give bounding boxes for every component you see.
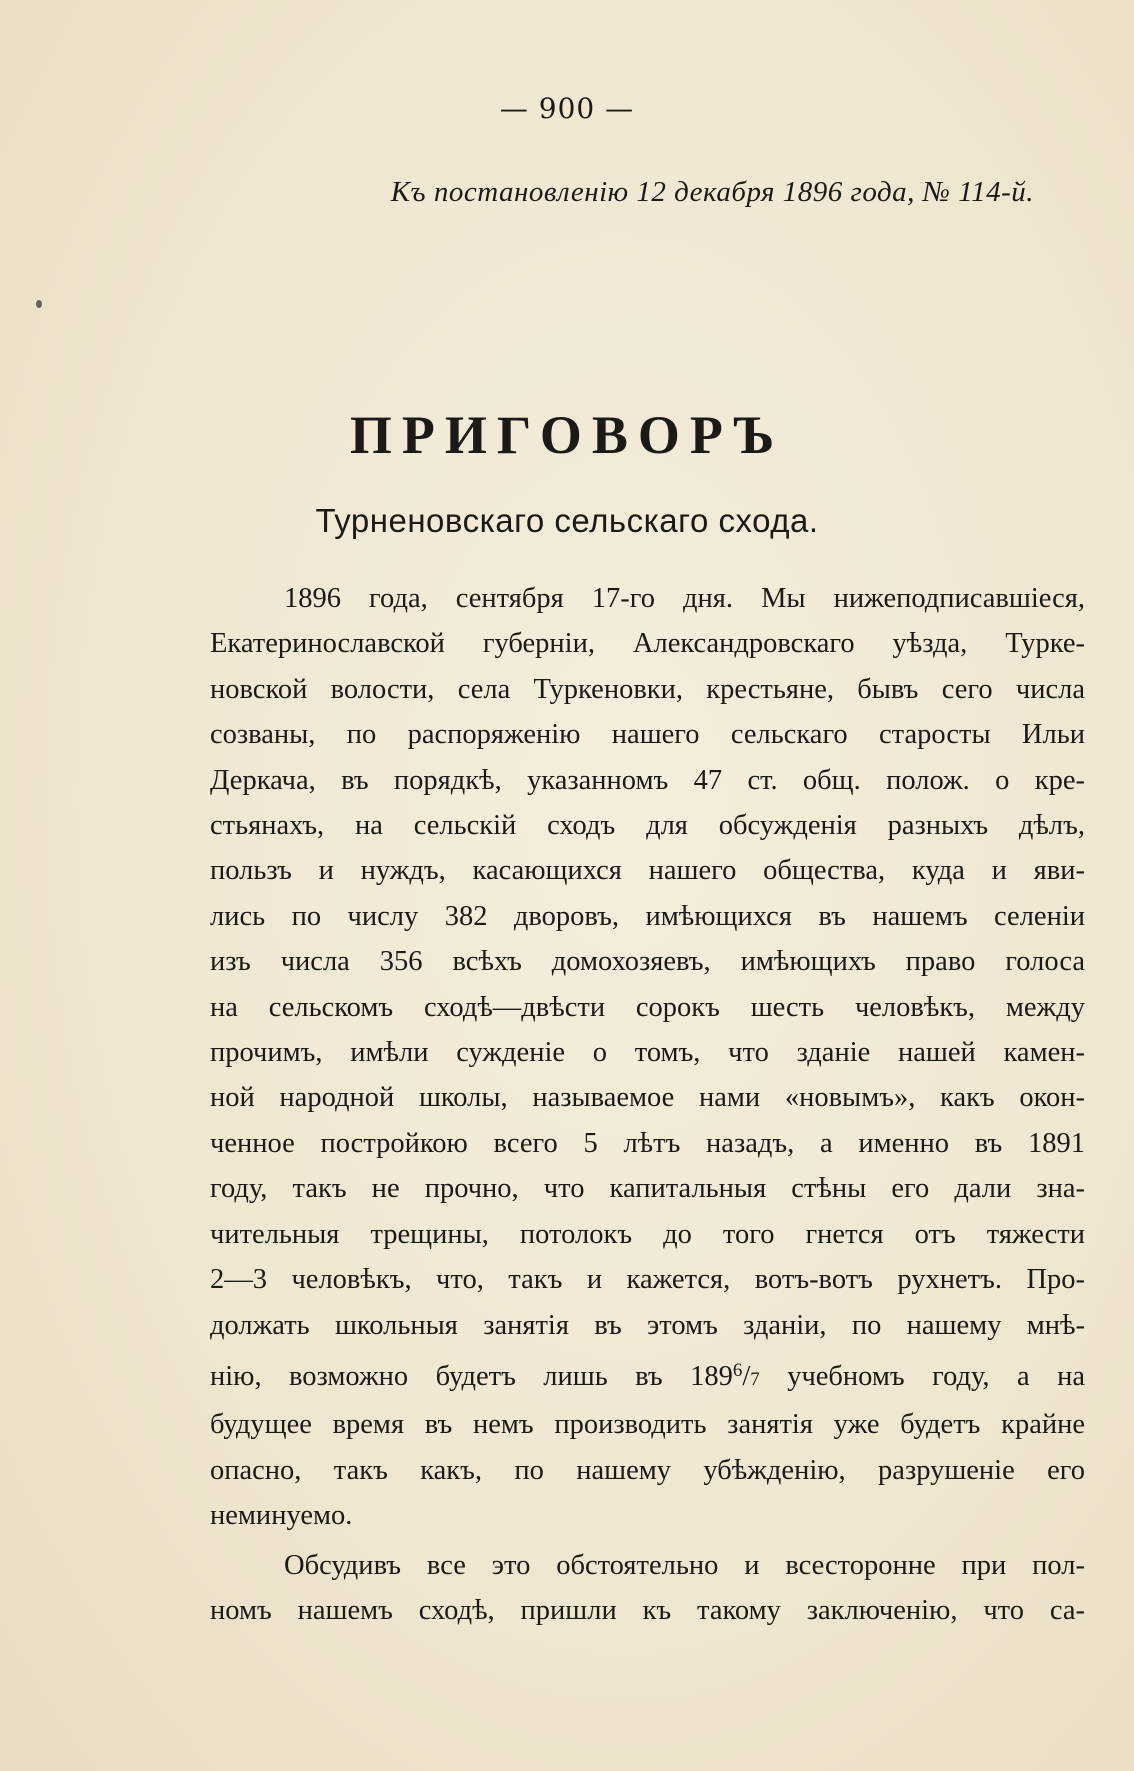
page-number: — 900 —	[499, 92, 635, 125]
text-line: лись по числу 382 дворовъ, имѣющихся въ нашемъ селеніи	[210, 900, 1085, 932]
text-line: созваны, по распоряженію нашего сельскаго старосты Ильи	[210, 719, 1085, 751]
text-line: будущее время въ немъ производить занятія уже будетъ крайне	[210, 1409, 1085, 1441]
text-line: 2—3 человѣкъ, что, такъ и кажется, вотъ-вотъ рухнетъ. Про-	[210, 1264, 1085, 1296]
text-line: ной народной школы, называемое нами «новымъ», какъ окон-	[210, 1082, 1085, 1114]
fraction-line-after: учебномъ году, а на	[759, 1360, 1085, 1392]
resolution-reference: Къ постановленію 12 декабря 1896 года, № 114-й.	[390, 176, 1034, 208]
text-line: опасно, такъ какъ, по нашему убѣжденію, разрушеніе его	[210, 1454, 1085, 1486]
text-line: ченное постройкою всего 5 лѣтъ назадъ, а именно въ 1891	[210, 1127, 1085, 1159]
text-line: новской волости, села Туркеновки, крестьяне, бывъ сего числа	[210, 673, 1085, 705]
text-line-with-fraction	[210, 1348, 1085, 1402]
text-line: прочимъ, имѣли сужденіе о томъ, что зданіе нашей камен-	[210, 1037, 1085, 1069]
fraction-slash: /	[742, 1360, 751, 1392]
paper-speck	[36, 300, 42, 308]
text-line: номъ нашемъ сходѣ, пришли къ такому заключенію, что са-	[210, 1594, 1085, 1626]
text-line: изъ числа 356 всѣхъ домохозяевъ, имѣющихъ право голоса	[210, 946, 1085, 978]
fraction-line-before: нію, возможно будетъ лишь въ 189	[210, 1360, 733, 1392]
text-line: неминуемо.	[210, 1500, 353, 1532]
text-line: на сельскомъ сходѣ—двѣсти сорокъ шесть человѣкъ, между	[210, 991, 1085, 1023]
fraction-denominator: 7	[750, 1368, 760, 1390]
body-text	[210, 576, 1085, 1633]
text-line: пользъ и нуждъ, касающихся нашего общества, куда и яви-	[210, 855, 1085, 887]
document-subtitle: Турненовскаго сельскаго схода.	[315, 502, 819, 539]
text-line: Деркача, въ порядкѣ, указанномъ 47 ст. общ. полож. о кре-	[210, 764, 1085, 796]
fraction-numerator: 6	[732, 1359, 743, 1381]
text-line: году, такъ не прочно, что капитальныя стѣны его дали зна-	[210, 1173, 1085, 1205]
text-line: чительныя трещины, потолокъ до того гнется отъ тяжести	[210, 1218, 1085, 1250]
text-line: должать школьныя занятія въ этомъ зданіи, по нашему мнѣ-	[210, 1309, 1085, 1341]
text-line: Екатеринославской губерніи, Александровскаго уѣзда, Турке-	[210, 628, 1085, 660]
text-line: стьянахъ, на сельскій сходъ для обсужденія разныхъ дѣлъ,	[210, 810, 1085, 842]
text-line: Обсудивъ все это обстоятельно и всесторонне при пол-	[284, 1549, 1085, 1581]
text-line: 1896 года, сентября 17-го дня. Мы нижеподписавшіеся,	[284, 583, 1085, 614]
document-title: ПРИГОВОРЪ	[349, 405, 785, 465]
